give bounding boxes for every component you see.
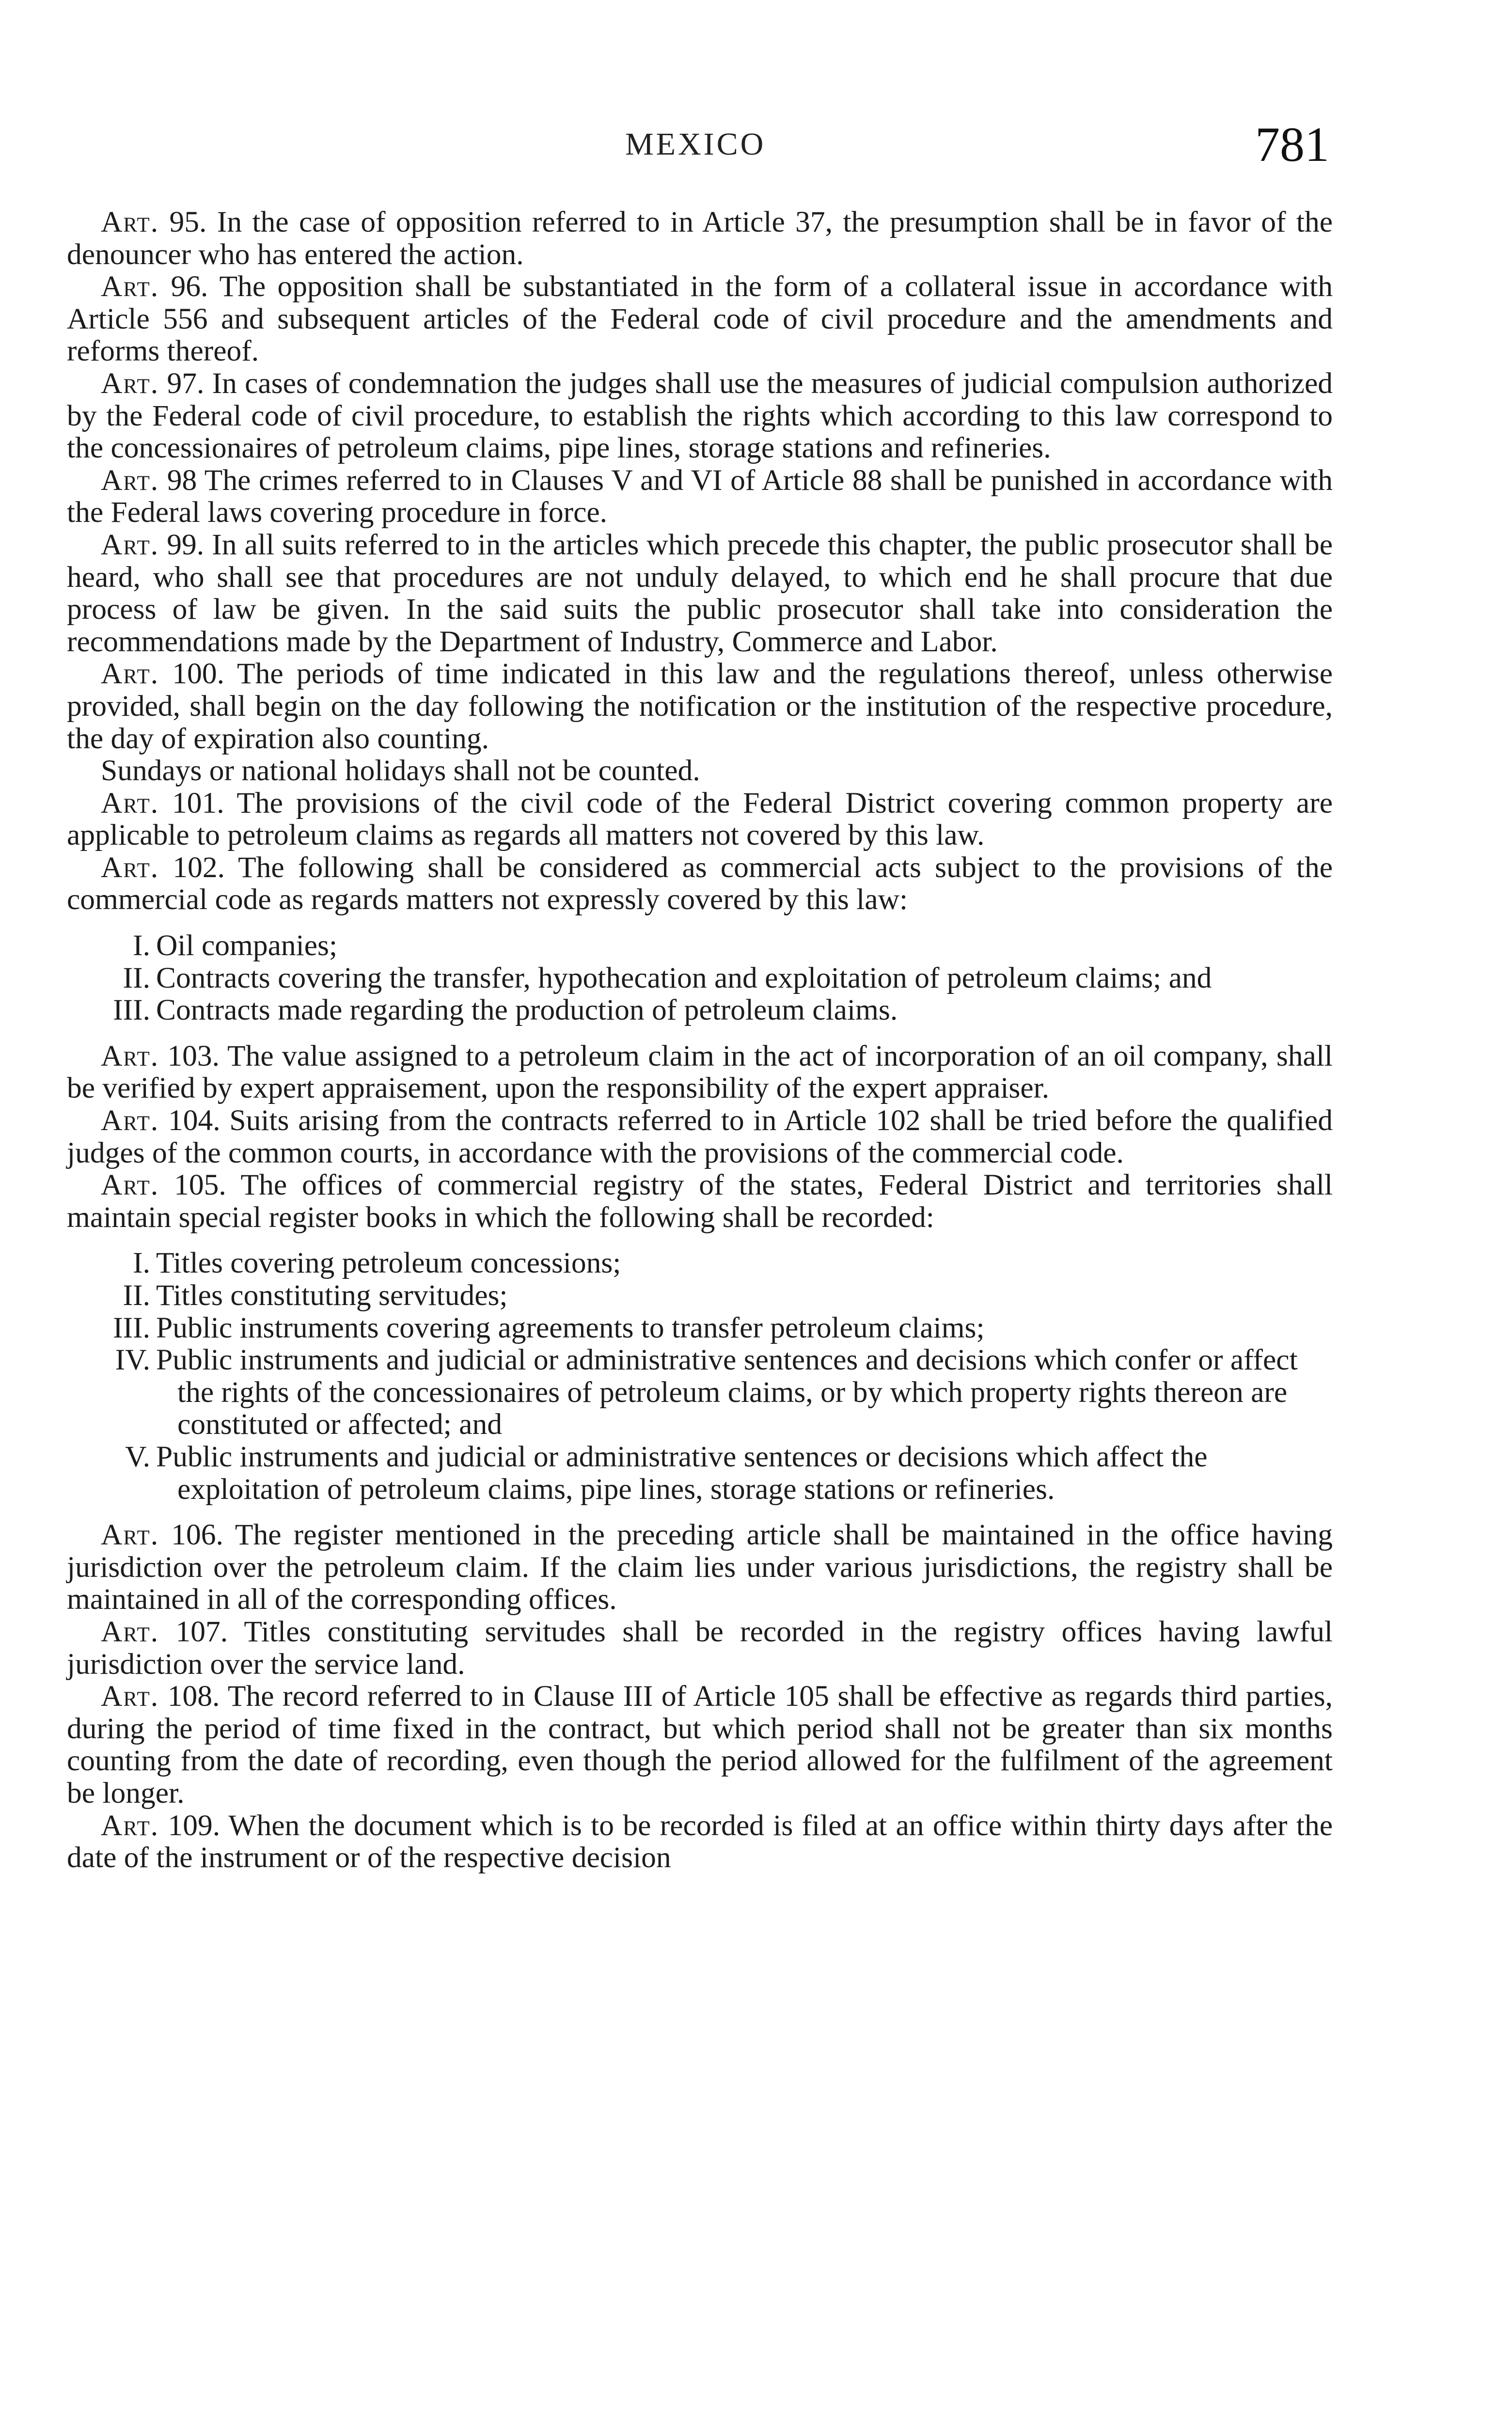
article-label: Art. [101,463,159,497]
article-text: 105. The offices of commercial registry of the states, Federal District and territories shall maintain special register books in which the following shall be recorded: [67,1168,1333,1234]
article-label: Art. [101,850,159,884]
article-text: 97. In cases of condemnation the judges shall use the measures of judicial compulsion authorized by the Federal code of civil procedure, to establish the rights which according to this law correspond to the concessionaires of petroleum claims, pipe lines, storage stations and refineries. [67,366,1333,465]
list-item [67,1344,1333,1441]
article-107 [67,1616,1333,1680]
list-item-number: IV. [115,1343,150,1377]
article-96 [67,270,1333,367]
running-head-title: MEXICO [625,126,766,162]
article-text: 98 The crimes referred to in Clauses V and VI of Article 88 shall be punished in accordance with the Federal laws covering procedure in force. [67,463,1333,529]
article-label: Art. [101,366,159,400]
list-item-number: II. [123,1279,150,1312]
list-item [67,1247,1333,1279]
list-item [67,962,1333,994]
article-text: 103. The value assigned to a petroleum claim in the act of incorporation of an oil company, shall be verified by expert appraisement, upon the responsibility of the expert appraiser. [67,1039,1333,1105]
article-101 [67,787,1333,851]
list-item [67,1312,1333,1344]
article-label: Art. [101,205,159,238]
article-text: 100. The periods of time indicated in this law and the regulations thereof, unless otherwise provided, shall begin on the day following the notification or the institution of the respective procedure, the day of expiration also counting. [67,657,1333,755]
article-104 [67,1104,1333,1169]
article-105-list [67,1247,1333,1505]
article-label: Art. [101,270,159,303]
list-item-text: Oil companies; [156,929,338,962]
article-105 [67,1169,1333,1233]
page-number: 781 [1255,117,1329,172]
list-item [67,1441,1333,1505]
list-item-text: Contracts made regarding the production of petroleum claims. [156,993,898,1027]
list-item-number: III. [113,1311,150,1344]
article-text: 106. The register mentioned in the preceding article shall be maintained in the office having jurisdiction over the petroleum claim. If the claim lies under various jurisdictions, the registry shall be maintained in all of the corresponding offices. [67,1518,1333,1616]
article-text: 104. Suits arising from the contracts referred to in Article 102 shall be tried before the qualified judges of the common courts, in accordance with the provisions of the commercial code. [67,1104,1333,1169]
article-label: Art. [101,657,159,691]
list-item-text: Titles constituting servitudes; [156,1279,508,1312]
article-text: 99. In all suits referred to in the articles which precede this chapter, the public prosecutor shall be heard, who shall see that procedures are not unduly delayed, to which end he shall procure that due process of law be given. In the said suits the public prosecutor shall take into consideration the recommendations made by the Department of Industry, Commerce and Labor. [67,528,1333,658]
article-text: 101. The provisions of the civil code of the Federal District covering common property are applicable to petroleum claims as regards all matters not covered by this law. [67,786,1333,852]
list-item [67,994,1333,1026]
article-label: Art. [101,1168,159,1202]
article-text: 95. In the case of opposition referred to in Article 37, the presumption shall be in favor of the denouncer who has entered the action. [67,205,1333,271]
list-item [67,1279,1333,1312]
article-102 [67,851,1333,916]
article-99 [67,529,1333,658]
article-text: 108. The record referred to in Clause III of Article 105 shall be effective as regards third parties, during the period of time fixed in the contract, but which period shall not be greater than six months counting from the date of recording, even though the period allowed for the fulfilment of the agreement be longer. [67,1680,1333,1809]
article-label: Art. [101,1809,159,1842]
article-102-list [67,929,1333,1026]
list-item-number: III. [113,993,150,1027]
article-label: Art. [101,1615,159,1648]
article-108 [67,1680,1333,1809]
article-97 [67,367,1333,464]
article-100 [67,658,1333,755]
article-98 [67,464,1333,529]
list-item-number: I. [133,1246,150,1280]
list-item-text: Contracts covering the transfer, hypothecation and exploitation of petroleum claims; and [156,961,1212,994]
article-label: Art. [101,528,159,561]
article-label: Art. [101,1039,159,1072]
running-head [0,116,1512,172]
article-label: Art. [101,786,159,819]
list-item-text: Public instruments covering agreements to transfer petroleum claims; [156,1311,985,1344]
article-label: Art. [101,1104,159,1137]
list-item-number: V. [125,1440,150,1473]
list-item-text: Public instruments and judicial or administrative sentences and decisions which confer or affect the rights of the concessionaires of petroleum claims, or by which property rights thereon are constituted or affected; and [156,1343,1298,1441]
article-100-note: Sundays or national holidays shall not be counted. [101,754,700,787]
list-item-text: Titles covering petroleum concessions; [156,1246,621,1280]
article-label: Art. [101,1518,159,1552]
article-109 [67,1809,1333,1874]
article-text: 102. The following shall be considered as commercial acts subject to the provisions of the commercial code as regards matters not expressly covered by this law: [67,850,1333,916]
article-103 [67,1040,1333,1104]
article-text: 107. Titles constituting servitudes shall be recorded in the registry offices having lawful jurisdiction over the service land. [67,1615,1333,1681]
article-label: Art. [101,1680,159,1713]
list-item [67,929,1333,962]
article-106 [67,1519,1333,1616]
article-95 [67,206,1333,270]
article-text: 96. The opposition shall be substantiated in the form of a collateral issue in accordance with Article 556 and subsequent articles of the Federal code of civil procedure and the amendments and reforms thereof. [67,270,1333,368]
article-text: 109. When the document which is to be recorded is filed at an office within thirty days after the date of the instrument or of the respective decision [67,1809,1333,1874]
list-item-number: II. [123,961,150,994]
list-item-number: I. [133,929,150,962]
list-item-text: Public instruments and judicial or administrative sentences or decisions which affect the exploitation of petroleum claims, pipe lines, storage stations or refineries. [156,1440,1208,1506]
document-body [67,206,1333,1874]
